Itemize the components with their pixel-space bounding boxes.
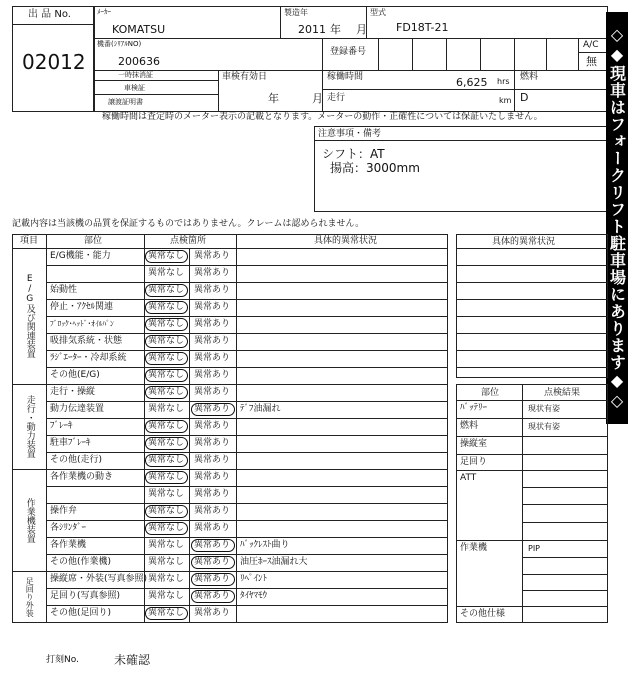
divider xyxy=(46,234,47,623)
divider xyxy=(236,234,237,623)
travel-label: 走行 xyxy=(327,93,346,103)
divider xyxy=(456,540,608,541)
abnormal-option[interactable]: 異常あり xyxy=(194,302,231,312)
divider xyxy=(46,316,448,317)
divider xyxy=(456,454,608,455)
row-part: 動力伝達装置 xyxy=(50,404,105,414)
normal-option[interactable]: 異常なし xyxy=(148,421,185,431)
abnormal-option[interactable]: 異常あり xyxy=(194,251,231,261)
disclaimer: 記載内容は当該機の品質を保証するものではありません。クレームは認められません。 xyxy=(12,219,365,229)
divider xyxy=(94,94,218,95)
divider xyxy=(46,282,448,283)
divider xyxy=(12,571,448,572)
result-row-part: 足回り xyxy=(460,457,488,467)
row-part: 停止・ｱｸｾﾙ関連 xyxy=(50,302,114,312)
divider xyxy=(314,140,608,141)
abnormal-option[interactable]: 異常あり xyxy=(194,438,231,448)
normal-option[interactable]: 異常なし xyxy=(148,302,185,312)
divider xyxy=(456,333,608,334)
ac-value: 無 xyxy=(586,55,597,68)
group-label: 作業機装置 xyxy=(24,497,35,543)
abnormal-option[interactable]: 異常あり xyxy=(194,540,231,550)
normal-option[interactable]: 異常なし xyxy=(148,319,185,329)
stamp-value: 未確認 xyxy=(114,653,151,667)
divider xyxy=(480,38,481,70)
divider xyxy=(94,70,608,71)
normal-option[interactable]: 異常なし xyxy=(148,455,185,465)
normal-option[interactable]: 異常なし xyxy=(148,353,185,363)
row-detail: ﾊﾞｯｸﾚｽﾄ曲り xyxy=(240,540,290,550)
header-check: 点検箇所 xyxy=(170,236,207,246)
divider xyxy=(522,487,608,488)
divider xyxy=(94,80,218,81)
normal-option[interactable]: 異常なし xyxy=(148,268,185,278)
hours-value: 6,625 xyxy=(456,76,488,89)
divider xyxy=(456,282,608,283)
group-label: E/G及び関連装置 xyxy=(24,274,35,358)
divider xyxy=(578,52,608,53)
normal-option[interactable]: 異常なし xyxy=(148,591,185,601)
normal-option[interactable]: 異常なし xyxy=(148,557,185,567)
normal-option[interactable]: 異常なし xyxy=(148,523,185,533)
result-row-value: 現状有姿 xyxy=(528,422,560,431)
divider xyxy=(456,316,608,317)
divider xyxy=(46,452,448,453)
divider xyxy=(144,234,145,623)
result-header: 点検結果 xyxy=(544,388,581,398)
header-table xyxy=(94,6,608,112)
cert-temp-cancel: 一時抹消証 xyxy=(118,71,153,79)
divider xyxy=(456,418,608,419)
normal-option[interactable]: 異常なし xyxy=(148,540,185,550)
row-part: ﾌﾞﾛｯｸ･ﾍｯﾄﾞ･ｵｲﾙﾊﾟﾝ xyxy=(50,319,114,328)
abnormal-option[interactable]: 異常あり xyxy=(194,319,231,329)
normal-option[interactable]: 異常なし xyxy=(148,574,185,584)
divider xyxy=(522,574,608,575)
normal-option[interactable]: 異常なし xyxy=(148,336,185,346)
divider xyxy=(218,70,219,112)
group-label: 走行・動力装置 xyxy=(24,395,35,458)
abnormal-option[interactable]: 異常あり xyxy=(194,353,231,363)
abnormal-option[interactable]: 異常あり xyxy=(194,455,231,465)
row-detail: ﾃﾞﾌ油漏れ xyxy=(240,404,281,414)
divider xyxy=(46,350,448,351)
divider xyxy=(456,400,608,401)
result-row-part: 作業機 xyxy=(460,543,488,553)
inspect-year-unit: 年 xyxy=(268,92,279,105)
inspect-month-unit: 月 xyxy=(312,92,323,105)
divider xyxy=(46,333,448,334)
divider xyxy=(46,503,448,504)
normal-option[interactable]: 異常なし xyxy=(148,404,185,414)
divider xyxy=(12,248,448,249)
abnormal-option[interactable]: 異常あり xyxy=(194,591,231,601)
normal-option[interactable]: 異常なし xyxy=(148,506,185,516)
serial-value: 200636 xyxy=(118,55,160,68)
divider xyxy=(280,6,281,38)
divider xyxy=(456,367,608,368)
row-part: 足回り(写真参照) xyxy=(50,591,121,601)
divider xyxy=(46,299,448,300)
divider xyxy=(456,248,608,249)
maker-value: KOMATSU xyxy=(112,23,166,36)
abnormal-option[interactable]: 異常あり xyxy=(194,268,231,278)
lot-label: 出 品 No. xyxy=(28,9,71,20)
divider xyxy=(578,38,579,70)
divider xyxy=(46,435,448,436)
result-row-part: 燃料 xyxy=(460,421,479,431)
group-label: 足回り外装 xyxy=(25,576,35,617)
abnormal-option[interactable]: 異常あり xyxy=(194,336,231,346)
abnormal-option[interactable]: 異常あり xyxy=(194,370,231,380)
abnormal-option[interactable]: 異常あり xyxy=(194,285,231,295)
normal-option[interactable]: 異常なし xyxy=(148,387,185,397)
row-part: 操作弁 xyxy=(50,506,78,516)
fuel-label: 燃料 xyxy=(520,72,539,82)
side-banner: ◇◆現車はフォークリフト駐車場にあります◆◇ xyxy=(606,12,628,424)
year-unit: 年 xyxy=(330,23,341,36)
notes-title: 注意事項・備考 xyxy=(318,129,382,139)
row-part: 走行・操縦 xyxy=(50,387,96,397)
divider xyxy=(446,38,447,70)
divider xyxy=(456,606,608,607)
hours-unit: hrs xyxy=(497,77,510,86)
row-part: その他(作業機) xyxy=(50,557,112,567)
divider xyxy=(522,557,608,558)
row-part: その他(E/G) xyxy=(50,370,100,380)
divider xyxy=(522,522,608,523)
row-part: 吸排気系統・状態 xyxy=(50,336,123,346)
fuel-value: D xyxy=(520,91,529,104)
divider xyxy=(456,350,608,351)
row-part: E/G機能・能力 xyxy=(50,251,111,261)
result-row-part: ATT xyxy=(460,473,477,483)
month-unit: 月 xyxy=(356,23,367,36)
result-row-part: その他仕様 xyxy=(460,609,506,619)
result-part-header: 部位 xyxy=(481,388,500,398)
result-row-part: ﾊﾞｯﾃﾘｰ xyxy=(460,403,488,413)
cert-vehicle: 車検証 xyxy=(124,84,145,92)
divider xyxy=(46,401,448,402)
abnormal-option[interactable]: 異常あり xyxy=(194,557,231,567)
divider xyxy=(46,537,448,538)
abnormal-option[interactable]: 異常あり xyxy=(194,421,231,431)
normal-option[interactable]: 異常なし xyxy=(148,489,185,499)
maker-label: ﾒｰｶｰ xyxy=(97,8,111,16)
divider xyxy=(46,588,448,589)
divider xyxy=(46,605,448,606)
row-part: 操縦席・外装(写真参照) xyxy=(50,574,148,584)
normal-option[interactable]: 異常なし xyxy=(148,251,185,261)
year-label: 製造年 xyxy=(284,8,308,17)
abnormal-option[interactable]: 異常あり xyxy=(194,523,231,533)
serial-label: 機番(ｼﾘｱﾙNO) xyxy=(97,40,142,48)
abnormal-option[interactable]: 異常あり xyxy=(194,404,231,414)
row-detail: ﾀｲﾔﾏﾓｳ xyxy=(240,591,268,601)
year-value: 2011 xyxy=(298,23,326,36)
row-part: 各作業機 xyxy=(50,540,87,550)
header-detail: 具体的異常状況 xyxy=(314,236,378,246)
result-row-part: 操縦室 xyxy=(460,439,488,449)
normal-option[interactable]: 異常なし xyxy=(148,472,185,482)
divider xyxy=(46,486,448,487)
inspect-label: 車検有効日 xyxy=(222,72,268,82)
row-part: 始動性 xyxy=(50,285,78,295)
divider xyxy=(514,38,515,70)
lot-number: 02012 xyxy=(22,50,86,74)
detail-title: 具体的異常状況 xyxy=(492,237,556,247)
divider xyxy=(46,520,448,521)
row-detail: 油圧ﾎｰｽ油漏れ大 xyxy=(240,557,308,567)
divider xyxy=(12,24,94,25)
row-part: 各ｼﾘﾝﾀﾞｰ xyxy=(50,523,87,533)
divider xyxy=(46,265,448,266)
divider xyxy=(514,70,515,112)
hour-note: 稼働時間は査定時のメーター表示の記載となります。メーターの動作・正確性については保証いたしません。 xyxy=(102,112,543,122)
row-part: ﾗｼﾞｴｰﾀｰ・冷却系統 xyxy=(50,353,127,363)
cert-transfer: 譲渡証明書 xyxy=(108,98,143,106)
detail-table xyxy=(456,234,608,378)
notes-line-1: シフト：AT xyxy=(322,147,385,161)
row-part: その他(足回り) xyxy=(50,608,112,618)
result-row-value: PIP xyxy=(528,544,541,553)
normal-option[interactable]: 異常なし xyxy=(148,285,185,295)
result-row-value: 現状有姿 xyxy=(528,404,560,413)
normal-option[interactable]: 異常なし xyxy=(148,370,185,380)
header-part: 部位 xyxy=(84,236,103,246)
model-value: FD18T-21 xyxy=(396,21,449,34)
travel-unit: km xyxy=(499,96,512,105)
divider xyxy=(46,554,448,555)
divider xyxy=(456,265,608,266)
stamp-label: 打刻No. xyxy=(46,655,79,665)
abnormal-option[interactable]: 異常あり xyxy=(194,489,231,499)
divider xyxy=(522,590,608,591)
divider xyxy=(46,367,448,368)
divider xyxy=(94,38,608,39)
model-label: 型式 xyxy=(370,8,386,17)
abnormal-option[interactable]: 異常あり xyxy=(194,506,231,516)
hours-label: 稼働時間 xyxy=(327,72,364,82)
row-part: 駐車ﾌﾞﾚｰｷ xyxy=(50,438,91,448)
divider xyxy=(378,38,379,70)
header-item: 項目 xyxy=(20,236,39,246)
divider xyxy=(412,38,413,70)
normal-option[interactable]: 異常なし xyxy=(148,608,185,618)
divider xyxy=(46,418,448,419)
divider xyxy=(522,504,608,505)
row-part: 各作業機の動き xyxy=(50,472,114,482)
divider xyxy=(456,470,608,471)
notes-line-2: 揚高：3000mm xyxy=(330,161,420,175)
divider xyxy=(546,38,547,70)
abnormal-option[interactable]: 異常あり xyxy=(194,574,231,584)
row-part: その他(走行) xyxy=(50,455,103,465)
divider xyxy=(12,469,448,470)
row-part: ﾌﾞﾚｰｷ xyxy=(50,421,73,431)
normal-option[interactable]: 異常なし xyxy=(148,438,185,448)
reg-label: 登録番号 xyxy=(330,47,367,57)
abnormal-option[interactable]: 異常あり xyxy=(194,608,231,618)
abnormal-option[interactable]: 異常あり xyxy=(194,387,231,397)
ac-label: A/C xyxy=(583,40,599,50)
divider xyxy=(322,89,608,90)
abnormal-option[interactable]: 異常あり xyxy=(194,472,231,482)
divider xyxy=(12,384,448,385)
divider xyxy=(456,299,608,300)
divider xyxy=(456,436,608,437)
row-detail: ﾘﾍﾟｲﾝﾄ xyxy=(240,574,268,584)
